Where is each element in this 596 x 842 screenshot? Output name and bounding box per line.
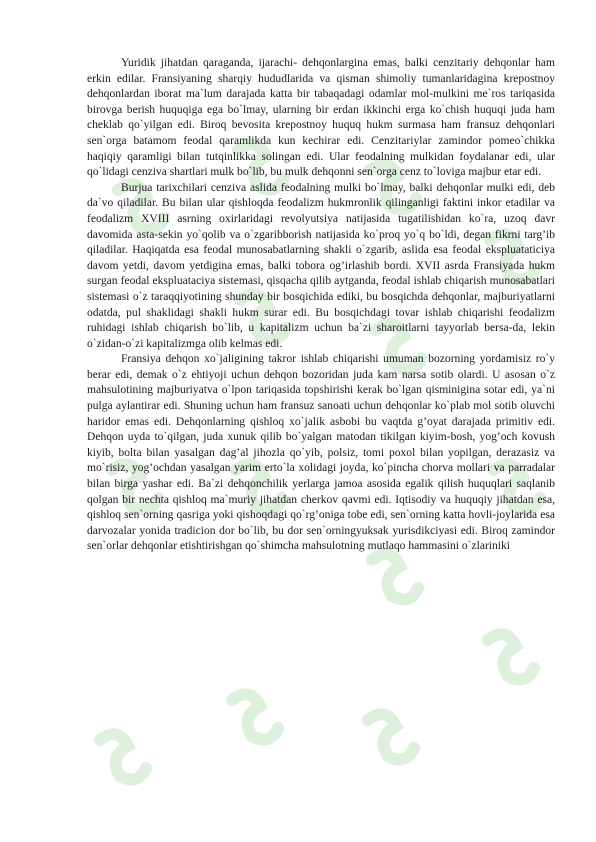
paragraph: Fransiya dehqon xo`jaligining takror ishlab chiqarishi umuman bozorning yordamisiz ro`y berar edi, demak o`z ehtiyoji uchun dehqon bozoridan juda kam narsa sotib olardi. U asosan o`z mahsulotining majburiyatva o`lpon tariqasida topshirishi kerak bo`lgan qisminigina sotar edi, ya`ni pulga aylantirar edi. Shuning uchun ham fransuz sanoati uchun dehqonlar ko`plab mol sotib oluvchi haridor emas edi. Dehqonlarning qishloq xo`jalik asbobi bu vaqtda g’oyat darajada primitiv edi. Dehqon uyda to`qilgan, juda xunuk qilib bo`yalgan matodan tikilgan kiyim-bosh, yog’och kovush kiyib, bolta bilan yasalgan dag’al jihozla qo`yib, polsiz, tomi poxol bilan yopilgan, derazasiz va mo`risiz, yog’ochdan yasalgan yarim erto`la xolidagi joyda, ko`pincha chorva mollari va parradalar bilan birga yashar edi. Ba`zi dehqonchilik yerlarga jamoa asosida egalik qilish huquqlari saqlanib qolgan bir nechta qishloq ma`muriy jihatdan cherkov qavmi edi. Iqtisodiy va huquqiy jihatdan esa, qishloq sen`orning qasriga yoki qishoqdagi qo`rg’oniga tobe edi, sen`orning katta hovli-joylarida esa darvozalar yonida tradicion dor bo`lib, bu dor sen`orningyuksak yurisdikciyasi edi. Biroq zamindor sen`orlar dehqonlar etishtirishgan qo`shimcha mahsulotning mutlaqo hammasini o`zlariniki — [87, 353, 555, 553]
paragraph: Burjua tarixchilari cenziva aslida feodalning mulki bo`lmay, balki dehqonlar mulki edi, deb da`vo qiladilar. Bu bilan ular qishloqda feodalizm hukmronlik qilinganligi faktini inkor etadilar va feodalizm XVIII asrning oxirlaridagi revolyutsiya natijasida tugatilishidan ko`ra, uzoq davr davomida asta-sekin yo`qolib va o`zgaribborish natijasida ko`proq yo`q bo`ldi, degan fikrni targ’ib qiladilar. Haqiqatda esa feodal munosabatlarning shakli o`zgarib, aslida esa feodal ekspluataticiya davom yetdi, davom yetdigina emas, balki tobora og’irlashib bordi. XVII asrda Fransiyada hukm surgan feodal ekspluataciya sistemasi, qisqacha qilib aytganda, feodal ishlab chiqarish munosabatlari sistemasi o`z taraqqiyotining shunday bir bosqichida ediki, bu bosqichda dehqonlar, majburiyatlarni odatda, pul shaklidagi shakli hukm surar edi. Bu bosqichdagi tovar ishlab chiqarishi feodalizm ruhidagi ishlab chiqarish bo`lib, u kapitalizm uchun ba`zi sharoitlarni tayyorlab bersa-da, lekin o`zidan-o`zi kapitalizmga olib kelmas edi. — [87, 181, 555, 350]
paragraph: Yuridik jihatdan qaraganda, ijarachi- dehqonlargina emas, balki cenzitariy dehqonlar ham erkin edilar. Fransiyaning sharqiy hududlarida va qisman shimoliy tumanlaridagina krepostnoy dehqonlardan iborat ma`lum darajada katta bir tabaqadagi odamlar mol-mulkini me`ros tariqasida birovga berish huquqiga ega bo`lmay, ularning bir erdan ikkinchi erga ko`chish huquqi juda ham cheklab qo`yilgan edi. Biroq bevosita krepostnoy huquq hukm surmasa ham fransuz dehqonlari sen`orga batamom feodal qaramlikda kun kechirar edi. Cenzitariylar zamindor pomeo`chikka haqiqiy qaramligi bilan tutqinlikka solingan edi. Ular feodalning mulkidan foydalanar edi, ular qo`lidagi cenziva shartlari mulk bo`lib, bu mulk dehqonni sen`orga cenz to`loviga majbur etar edi. — [87, 57, 555, 179]
document-body — [87, 56, 555, 555]
